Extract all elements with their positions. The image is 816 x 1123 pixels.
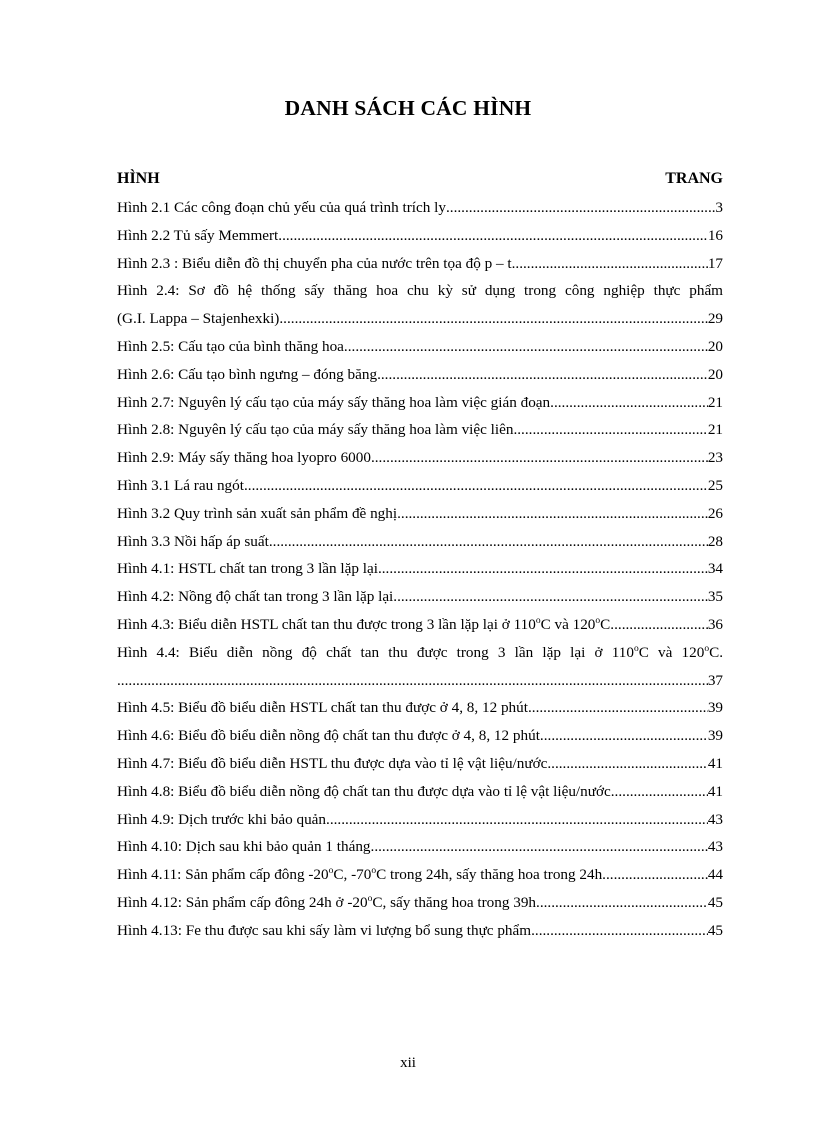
dot-leader [611,783,708,801]
dot-leader [606,866,708,884]
dot-leader [283,310,708,328]
dot-leader [348,338,708,356]
figure-label: Hình 2.8: Nguyên lý cấu tạo của máy sấy thăng hoa làm việc liên [117,421,514,439]
list-item [117,699,723,727]
list-item [117,449,723,477]
figure-page-number: 20 [707,337,723,355]
dot-leader [244,477,708,495]
dot-leader [278,227,708,245]
list-item [117,894,723,922]
dot-leader [382,560,708,578]
figure-page-number: 43 [707,838,723,856]
figure-page-number: 41 [707,782,723,800]
dot-leader [547,755,707,773]
dot-leader [117,672,708,690]
list-item [117,922,723,950]
figure-label: Hình 4.6: Biểu đồ biểu diễn nồng độ chất tan thu được ở 4, 8, 12 phút [117,727,540,745]
figure-page-number: 35 [707,588,723,606]
figure-page-number: 21 [707,393,723,411]
column-header-page: TRANG [665,170,723,187]
list-item [117,421,723,449]
figure-page-number: 45 [707,893,723,911]
figure-label: Hình 4.9: Dịch trước khi bảo quản [117,810,327,828]
column-header-figure: HÌNH [117,170,160,187]
figure-label: Hình 2.5: Cấu tạo của bình thăng hoa. [117,337,348,355]
figure-page-number: 3 [715,199,723,216]
dot-leader [513,421,707,439]
figure-page-number: 23 [707,449,723,467]
figure-page-number: 26 [707,504,723,522]
dot-leader [540,727,708,745]
figure-page-number: 41 [707,754,723,772]
figure-label: Hình 4.3: Biểu diễn HSTL chất tan thu được trong 3 lần lặp lại ở 110$^o$C và 120$^o$C [117,615,611,633]
figure-page-number: 16 [707,226,723,244]
figure-label: Hình 3.2 Quy trình sản xuất sản phẩm đề nghị [117,504,398,522]
figure-page-number: 29 [707,310,723,328]
figure-page-number: 17 [707,254,723,272]
list-header [117,170,723,190]
list-item [117,811,723,839]
figure-label: Hình 2.4: Sơ đồ hệ thống sấy thăng hoa chu kỳ sử dụng trong công nghiệp thực phẩm [117,282,723,300]
list-item [117,838,723,866]
list-item [117,310,723,338]
figure-label: Hình 2.1 Các công đoạn chủ yếu của quá trình trích ly [117,199,446,216]
figure-page-number: 36 [707,615,723,633]
dot-leader [531,922,708,940]
list-item [117,199,723,227]
figure-page-number: 28 [707,532,723,550]
figure-page-number: 25 [707,476,723,494]
figure-label: Hình 4.12: Sản phẩm cấp đông 24h ở -20$^o$C, sấy thăng hoa trong 39h [117,893,537,911]
dot-leader [512,255,708,273]
list-item [117,560,723,588]
page-title: DANH SÁCH CÁC HÌNH [284,96,532,120]
list-item [117,727,723,755]
figure-label: Hình 4.7: Biểu đồ biểu diễn HSTL thu được dựa vào tỉ lệ vật liệu/nước [117,754,548,772]
list-item [117,533,723,561]
list-item [117,616,723,644]
figure-page-number: 44 [707,866,723,884]
figure-label: Hình 4.11: Sản phẩm cấp đông -20$^o$C, -70$^o$C trong 24h, sấy thăng hoa trong 24h. [117,866,606,884]
figure-label: Hình 4.4: Biểu diễn nồng độ chất tan thu được trong 3 lần lặp lại ở 110$^o$C và 120$^o$C. [117,643,723,661]
figure-page-number: 45 [707,921,723,939]
dot-leader [397,588,708,606]
dot-leader [554,394,708,412]
dot-leader [371,449,708,467]
dot-leader [446,199,715,217]
figure-page-number: 34 [707,560,723,578]
list-item [117,866,723,894]
figure-label: Hình 4.10: Dịch sau khi bảo quản 1 tháng. [117,838,375,856]
figure-label: Hình 4.8: Biểu đồ biểu diễn nồng độ chất tan thu được dựa vào tỉ lệ vật liệu/nước [117,782,611,800]
list-item [117,588,723,616]
figure-page-number: 43 [707,810,723,828]
dot-leader [610,616,708,634]
list-item [117,672,723,700]
dot-leader [536,894,708,912]
figure-label: Hình 4.2: Nồng độ chất tan trong 3 lần lặp lại. [117,588,398,606]
list-item [117,255,723,283]
dot-leader [326,811,708,829]
figure-label: Hình 3.1 Lá rau ngót [117,476,244,494]
figure-page-number: 20 [707,365,723,383]
figure-page-number: 39 [707,727,723,745]
list-item [117,227,723,255]
figure-label: Hình 2.9: Máy sấy thăng hoa lyopro 6000 [117,449,371,467]
figure-label: Hình 2.6: Cấu tạo bình ngưng – đóng băng [117,365,378,383]
dot-leader [377,366,708,384]
figure-page-number: 21 [707,421,723,439]
dot-leader [269,533,708,551]
list-item [117,282,723,310]
dot-leader [528,699,708,717]
list-item [117,477,723,505]
figure-label: (G.I. Lappa – Stajenhexki). [117,310,284,328]
dot-leader [397,505,708,523]
figure-label: Hình 2.7: Nguyên lý cấu tạo của máy sấy thăng hoa làm việc gián đoạn. [117,393,554,411]
list-item [117,505,723,533]
figure-label: Hình 4.1: HSTL chất tan trong 3 lần lặp lại. [117,560,382,578]
figure-label: Hình 4.5: Biểu đồ biểu diễn HSTL chất tan thu được ở 4, 8, 12 phút [117,699,528,717]
page-number: xii [400,1055,416,1071]
figure-label: Hình 4.13: Fe thu được sau khi sấy làm vi lượng bổ sung thực phẩm [117,921,532,939]
figure-page-number: 39 [707,699,723,717]
figure-label: Hình 3.3 Nồi hấp áp suất [117,532,269,550]
list-item [117,338,723,366]
figure-label: Hình 2.2 Tủ sấy Memmert [117,226,279,244]
list-item [117,394,723,422]
figure-list [117,199,723,950]
list-item [117,644,723,672]
dot-leader [374,838,708,856]
list-item [117,366,723,394]
figure-label: Hình 2.3 : Biểu diễn đồ thị chuyển pha của nước trên tọa độ p – t [117,254,512,272]
figure-page-number: 37 [707,671,723,689]
list-item [117,755,723,783]
list-item [117,783,723,811]
